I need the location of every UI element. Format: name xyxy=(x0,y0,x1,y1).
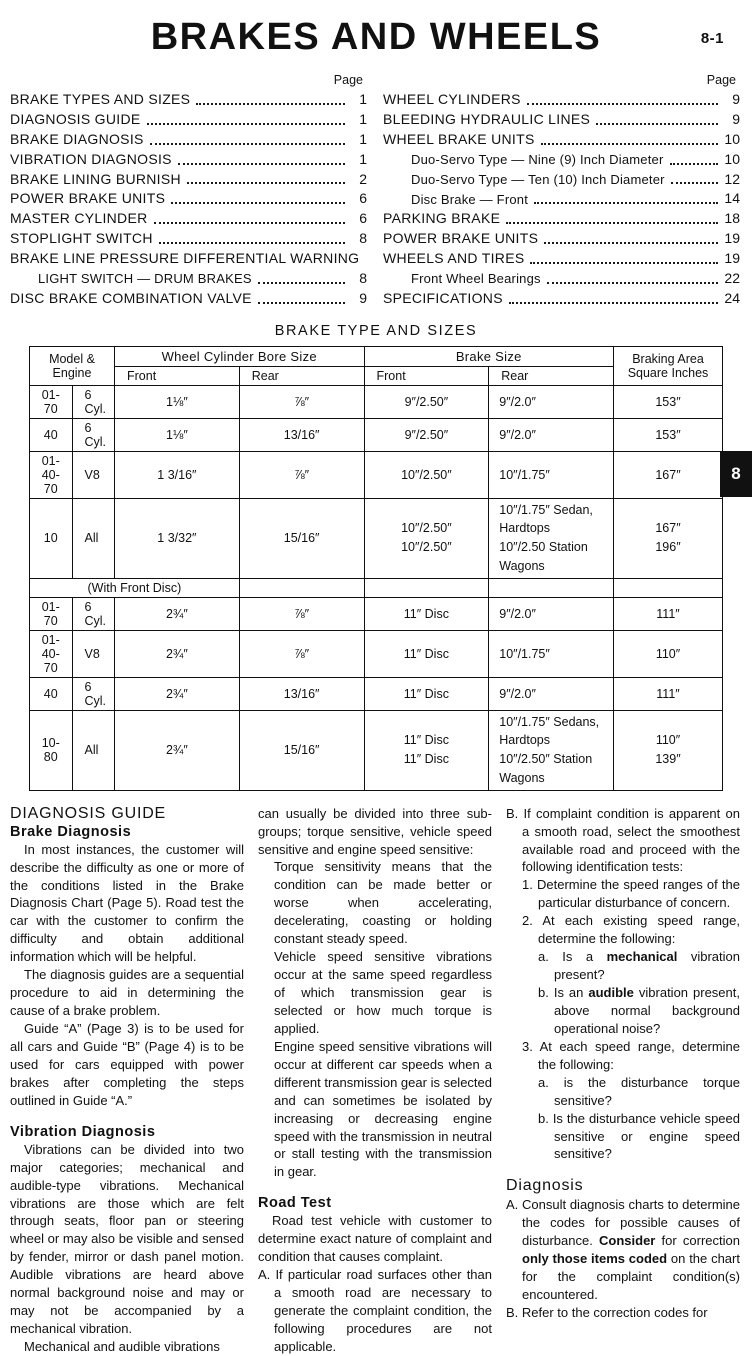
toc-entry[interactable] xyxy=(10,189,367,209)
cell-braking-area-line1: 167″ xyxy=(655,521,681,536)
diagnosis-a-emphasis-2: only those items coded xyxy=(522,1251,668,1267)
paragraph-diagnosis-a xyxy=(506,1196,740,1304)
cell-braking-area xyxy=(614,710,723,790)
cell-brake-rear-line1: 10″/1.75″ Sedans, Hardtops xyxy=(499,714,600,748)
col-header-bore-group: Wheel Cylinder Bore Size xyxy=(115,346,365,366)
toc-entry-label: BRAKE TYPES AND SIZES xyxy=(10,91,191,107)
cell-engine: V8 xyxy=(72,630,115,677)
cell-brake-rear: 10″/1.75″ xyxy=(489,630,614,677)
toc-leader-dots xyxy=(530,262,718,264)
item-2a-emphasis: mechanical xyxy=(606,949,678,965)
toc-leader-dots xyxy=(541,143,718,145)
paragraph-vehicle-speed-sensitive: Vehicle speed sensitive vibrations occur at the same speed regardless of which transmission gear is selected or how much torque is applied. xyxy=(274,949,492,1036)
toc-leader-dots xyxy=(258,282,345,284)
item-2a-post: vibration present? xyxy=(554,949,740,983)
toc-entry-page: 9 xyxy=(732,110,740,127)
toc-entry[interactable] xyxy=(10,130,367,150)
toc-entry-label: POWER BRAKE UNITS xyxy=(10,190,166,207)
toc-entry-label: Front Wheel Bearings xyxy=(411,271,541,287)
paragraph-torque-sensitivity: Torque sensitivity means that the condition can be made better or worse when accelerating, decelerating, coasting or holding constant steady speed. xyxy=(274,859,492,947)
toc-entry-label: SPECIFICATIONS xyxy=(383,289,503,306)
table-subsection-note-row xyxy=(30,578,723,597)
table-head xyxy=(30,346,723,385)
cell-brake-rear: 9″/2.0″ xyxy=(489,385,614,418)
cell-brake-front xyxy=(364,498,489,578)
toc-entry-label: DIAGNOSIS GUIDE xyxy=(10,110,141,127)
col-header-bore-rear: Rear xyxy=(239,366,364,385)
toc-entry[interactable] xyxy=(383,150,740,170)
toc-list-right xyxy=(383,90,740,309)
cell-model: 01-70 xyxy=(30,385,73,418)
toc-entry-label: DISC BRAKE COMBINATION VALVE xyxy=(10,289,252,306)
table-row xyxy=(30,451,723,498)
toc-leader-dots xyxy=(178,163,345,165)
toc-entry-label: BRAKE LINING BURNISH xyxy=(10,170,181,187)
cell-brake-rear xyxy=(489,710,614,790)
cell-bore-rear: ⅞″ xyxy=(239,385,364,418)
braking-area-line2: Square Inches xyxy=(627,365,709,380)
toc-entry[interactable] xyxy=(10,249,367,269)
cell-braking-area: 110″ xyxy=(614,630,723,677)
diagnosis-a-mid: for correction xyxy=(655,1233,740,1249)
body-column-2 xyxy=(258,805,492,1356)
cell-engine: 6 Cyl. xyxy=(72,385,115,418)
toc-leader-dots xyxy=(196,103,345,105)
col-header-brake-group: Brake Size xyxy=(364,346,614,366)
toc-entry[interactable] xyxy=(10,269,367,289)
cell-bore-front: 1 3/16″ xyxy=(115,451,240,498)
cell-bore-front: 1⅛″ xyxy=(115,418,240,451)
cell-model: 10 xyxy=(30,498,73,578)
cell-braking-area: 153″ xyxy=(614,385,723,418)
toc-entry-page: 9 xyxy=(359,289,367,306)
toc-entry[interactable] xyxy=(10,150,367,170)
cell-bore-rear: 15/16″ xyxy=(239,710,364,790)
table-row xyxy=(30,498,723,578)
manual-page xyxy=(0,16,752,1354)
toc-entry-label: Disc Brake — Front xyxy=(411,191,529,207)
toc-entry-page: 6 xyxy=(359,190,367,207)
toc-entry[interactable] xyxy=(383,209,740,229)
toc-entry[interactable] xyxy=(383,130,740,150)
table-of-contents xyxy=(0,73,752,309)
diagnosis-a-post: on the chart for the complaint condition(s) encountered. xyxy=(522,1251,740,1303)
table-spacer-cell xyxy=(614,578,723,597)
cell-engine: 6 Cyl. xyxy=(72,597,115,630)
paragraph-test-item-2b xyxy=(506,984,740,1038)
toc-leader-dots xyxy=(671,182,718,184)
toc-leader-dots xyxy=(596,123,718,125)
paragraph-test-item-3b: b. Is the disturbance vehicle speed sensitive or engine speed sensitive? xyxy=(538,1110,740,1162)
table-row xyxy=(30,677,723,710)
cell-model: 01-70 xyxy=(30,597,73,630)
toc-leader-dots xyxy=(258,302,345,304)
toc-leader-dots xyxy=(159,242,345,244)
col-header-brake-rear: Rear xyxy=(489,366,614,385)
table-row xyxy=(30,710,723,790)
toc-entry-page: 14 xyxy=(724,190,740,207)
heading-diagnosis-guide: DIAGNOSIS GUIDE xyxy=(10,804,167,822)
diagnosis-a-pre: A. Consult diagnosis charts to determine the codes for possible causes of disturbance. xyxy=(506,1197,740,1249)
toc-leader-dots xyxy=(547,282,718,284)
table-title: BRAKE TYPE AND SIZES xyxy=(274,322,478,339)
paragraph-vibration-2: Mechanical and audible vibrations xyxy=(24,1339,220,1354)
toc-entry-label: BRAKE LINE PRESSURE DIFFERENTIAL WARNING xyxy=(10,250,360,266)
toc-entry-page: 22 xyxy=(724,269,740,286)
toc-entry-label: LIGHT SWITCH — DRUM BRAKES xyxy=(38,271,252,287)
cell-brake-front-line2: 10″/2.50″ xyxy=(401,540,452,555)
cell-bore-rear: ⅞″ xyxy=(239,597,364,630)
toc-entry-label: PARKING BRAKE xyxy=(383,210,501,227)
cell-bore-rear: ⅞″ xyxy=(239,630,364,677)
toc-entry[interactable] xyxy=(383,249,740,269)
table-row xyxy=(30,385,723,418)
cell-braking-area: 167″ xyxy=(614,451,723,498)
cell-braking-area: 111″ xyxy=(614,597,723,630)
toc-entry[interactable] xyxy=(383,289,740,309)
toc-entry[interactable] xyxy=(383,170,740,190)
toc-leader-dots xyxy=(506,222,718,224)
cell-braking-area: 111″ xyxy=(614,677,723,710)
toc-entry[interactable] xyxy=(10,170,367,190)
with-front-disc-note: (With Front Disc) xyxy=(30,578,240,597)
paragraph-road-test-b: B. If complaint condition is apparent on a smooth road, select the smoothest available road and proceed with the following identification tests: xyxy=(506,805,740,875)
toc-entry-page: 8 xyxy=(359,269,367,286)
cell-engine: 6 Cyl. xyxy=(72,677,115,710)
toc-leader-dots xyxy=(534,202,718,204)
cell-bore-front: 1⅛″ xyxy=(115,385,240,418)
heading-diagnosis: Diagnosis xyxy=(506,1177,584,1195)
paragraph-brake-diagnosis-3: Guide “A” (Page 3) is to be used for all cars and Guide “B” (Page 4) is to be used for cars equipped with power brakes after completing the steps outlined in Guide “A.” xyxy=(10,1021,244,1108)
diagnosis-a-emphasis-1: Consider xyxy=(599,1233,656,1249)
toc-entry-label: POWER BRAKE UNITS xyxy=(383,230,539,247)
toc-entry-label: WHEELS AND TIRES xyxy=(383,250,525,266)
toc-entry-page: 8 xyxy=(359,230,367,247)
cell-model: 01-40-70 xyxy=(30,630,73,677)
table-header-row-1 xyxy=(30,346,723,366)
paragraph-diagnosis-b: B. Refer to the correction codes for xyxy=(506,1305,708,1320)
toc-entry-label: VIBRATION DIAGNOSIS xyxy=(10,150,172,167)
toc-leader-dots xyxy=(154,222,345,224)
toc-list-left xyxy=(10,90,367,309)
col-header-braking-area xyxy=(614,346,723,385)
toc-entry[interactable] xyxy=(10,229,367,249)
braking-area-line1: Braking Area xyxy=(632,351,704,366)
cell-bore-front: 2¾″ xyxy=(115,677,240,710)
toc-entry-label: BRAKE DIAGNOSIS xyxy=(10,130,144,147)
cell-brake-rear: 9″/2.0″ xyxy=(489,677,614,710)
cell-brake-front: 9″/2.50″ xyxy=(364,385,489,418)
cell-braking-area: 153″ xyxy=(614,418,723,451)
paragraph-road-test: Road test vehicle with customer to determine exact nature of complaint and condition that causes complaint. xyxy=(258,1213,492,1265)
paragraph-test-item-3: 3. At each speed range, determine the following: xyxy=(522,1038,740,1072)
item-2a-pre: a. Is a xyxy=(538,949,607,965)
cell-brake-rear: 9″/2.0″ xyxy=(489,597,614,630)
toc-entry-label: WHEEL CYLINDERS xyxy=(383,91,521,107)
paragraph-test-item-2: 2. At each existing speed range, determine the following: xyxy=(522,913,740,947)
toc-leader-dots xyxy=(187,182,345,184)
heading-brake-diagnosis: Brake Diagnosis xyxy=(10,823,132,840)
toc-entry-page: 19 xyxy=(724,250,740,266)
toc-entry[interactable] xyxy=(383,110,740,130)
cell-bore-front: 2¾″ xyxy=(115,597,240,630)
table-spacer-cell xyxy=(489,578,614,597)
brake-type-and-sizes-table xyxy=(29,346,723,791)
toc-entry[interactable] xyxy=(10,90,367,110)
table-spacer-cell xyxy=(239,578,364,597)
cell-brake-front-line1: 11″ Disc xyxy=(403,733,449,748)
toc-entry-label: MASTER CYLINDER xyxy=(10,210,148,227)
toc-entry-page: 2 xyxy=(359,170,367,187)
toc-entry-page: 6 xyxy=(359,210,367,227)
paragraph-road-test-a: A. If particular road surfaces other than a smooth road are necessary to generate the complaint condition, the following procedures are not applicable. xyxy=(258,1267,492,1354)
cell-bore-front: 1 3/32″ xyxy=(115,498,240,578)
toc-entry-label: WHEEL BRAKE UNITS xyxy=(383,130,535,147)
cell-bore-rear: 13/16″ xyxy=(239,677,364,710)
cell-brake-rear xyxy=(489,498,614,578)
cell-engine: All xyxy=(72,710,115,790)
toc-entry[interactable] xyxy=(383,269,740,289)
paragraph-brake-diagnosis-1: In most instances, the customer will describe the difficulty as one or more of the conditions listed in the Brake Diagnosis Chart (Page 5). Road test the car with the customer to confirm the difficulty and obtain additional information which will be helpful. xyxy=(10,841,244,965)
toc-leader-dots xyxy=(150,143,345,145)
cell-model: 01-40-70 xyxy=(30,451,73,498)
cell-engine: All xyxy=(72,498,115,578)
page-title: BRAKES AND WHEELS xyxy=(150,16,602,58)
cell-braking-area-line1: 110″ xyxy=(655,733,681,748)
paragraph-brake-diagnosis-2: The diagnosis guides are a sequential procedure to aid in determining the cause of a brake problem. xyxy=(10,967,244,1019)
toc-entry-page: 1 xyxy=(359,150,367,167)
toc-entry[interactable] xyxy=(383,90,740,110)
toc-entry-label: STOPLIGHT SWITCH xyxy=(10,230,153,247)
item-2b-emphasis: audible xyxy=(588,985,634,1000)
paragraph-engine-speed-sensitive: Engine speed sensitive vibrations will occur at different car speeds when a different transmission gear is selected and can sometimes be isolated by increasing or decreasing engine speed with the transmission in neutral or stall testing with the transmission in gear. xyxy=(274,1038,492,1180)
cell-brake-front: 9″/2.50″ xyxy=(364,418,489,451)
heading-vibration-diagnosis: Vibration Diagnosis xyxy=(10,1123,156,1140)
toc-entry-page: 24 xyxy=(724,289,740,306)
col-header-brake-front: Front xyxy=(364,366,489,385)
cell-brake-rear-line1: 10″/1.75″ Sedan, Hardtops xyxy=(499,502,593,536)
cell-bore-rear: ⅞″ xyxy=(239,451,364,498)
toc-entry[interactable] xyxy=(10,209,367,229)
cell-model: 10-80 xyxy=(30,710,73,790)
cell-engine: V8 xyxy=(72,451,115,498)
cell-brake-rear: 9″/2.0″ xyxy=(489,418,614,451)
toc-entry[interactable] xyxy=(383,229,740,249)
table-row xyxy=(30,597,723,630)
cell-brake-rear: 10″/1.75″ xyxy=(489,451,614,498)
toc-entry[interactable] xyxy=(10,110,367,130)
cell-brake-rear-line2: 10″/2.50″ Station Wagons xyxy=(499,752,593,785)
body-column-1 xyxy=(10,805,244,1356)
toc-leader-dots xyxy=(509,302,718,304)
item-2b-pre: b. Is an xyxy=(538,985,589,1000)
toc-entry-label: Duo-Servo Type — Ten (10) Inch Diameter xyxy=(411,171,665,187)
cell-bore-front: 2¾″ xyxy=(115,710,240,790)
cell-brake-front: 10″/2.50″ xyxy=(364,451,489,498)
cell-braking-area xyxy=(614,498,723,578)
page-number: 8-1 xyxy=(700,30,724,47)
toc-entry[interactable] xyxy=(383,189,740,209)
toc-leader-dots xyxy=(171,202,345,204)
cell-bore-rear: 15/16″ xyxy=(239,498,364,578)
cell-engine: 6 Cyl. xyxy=(72,418,115,451)
paragraph-test-item-1: 1. Determine the speed ranges of the particular disturbance of concern. xyxy=(522,877,740,911)
toc-entry-page: 10 xyxy=(724,130,740,147)
paragraph-test-item-2a xyxy=(506,948,740,984)
toc-entry-page: 1 xyxy=(359,110,367,127)
toc-page-header-left: Page xyxy=(333,73,363,87)
toc-page-header-right: Page xyxy=(706,73,736,87)
section-tab-marker: 8 xyxy=(720,451,752,497)
cell-brake-front-line1: 10″/2.50″ xyxy=(401,521,452,536)
toc-entry-page: 9 xyxy=(732,91,740,107)
toc-entry-page: 10 xyxy=(724,150,740,167)
toc-leader-dots xyxy=(527,103,718,105)
toc-entry-page: 19 xyxy=(724,230,740,247)
table-row xyxy=(30,418,723,451)
cell-brake-front: 11″ Disc xyxy=(364,630,489,677)
cell-model: 40 xyxy=(30,418,73,451)
toc-entry-page: 18 xyxy=(724,210,740,227)
heading-road-test: Road Test xyxy=(258,1195,332,1212)
toc-leader-dots xyxy=(544,242,718,244)
table-row xyxy=(30,630,723,677)
toc-entry-page: 1 xyxy=(359,91,367,107)
cell-brake-front: 11″ Disc xyxy=(364,597,489,630)
cell-brake-rear-line2: 10″/2.50 Station Wagons xyxy=(499,540,588,573)
toc-entry[interactable] xyxy=(10,289,367,309)
cell-brake-front: 11″ Disc xyxy=(364,677,489,710)
cell-bore-front: 2¾″ xyxy=(115,630,240,677)
body-column-3 xyxy=(506,805,740,1356)
cell-braking-area-line2: 196″ xyxy=(655,540,681,555)
toc-leader-dots xyxy=(147,123,345,125)
toc-column-left xyxy=(10,73,367,309)
col-header-model-engine: Model & Engine xyxy=(30,346,115,385)
table-spacer-cell xyxy=(364,578,489,597)
toc-column-right xyxy=(383,73,740,309)
toc-entry-label: BLEEDING HYDRAULIC LINES xyxy=(383,110,591,127)
toc-entry-page: 1 xyxy=(359,130,367,147)
paragraph-subgroups: can usually be divided into three sub-groups; torque sensitive, vehicle speed sensitive and engine speed sensitive: xyxy=(258,805,492,857)
col-header-bore-front: Front xyxy=(115,366,240,385)
toc-entry-page: 12 xyxy=(724,170,740,187)
cell-braking-area-line2: 139″ xyxy=(655,752,681,767)
cell-brake-front xyxy=(364,710,489,790)
body-columns xyxy=(0,791,752,1356)
cell-bore-rear: 13/16″ xyxy=(239,418,364,451)
table-body xyxy=(30,385,723,790)
cell-model: 40 xyxy=(30,677,73,710)
cell-brake-front-line2: 11″ Disc xyxy=(403,752,449,767)
paragraph-vibration-1: Vibrations can be divided into two major categories; mechanical and audible-type vibrations. Mechanical vibrations are those which are felt through seats, floor pan or steering wheel or may also be visible and sensed by fender, mirror or dash panel motion. Audible vibrations are heard above normal background noise and may or may not be accompanied by a mechanical vibration. xyxy=(10,1141,244,1337)
toc-entry-label: Duo-Servo Type — Nine (9) Inch Diameter xyxy=(411,152,664,168)
item-2b-post: vibration present, above normal background operational noise? xyxy=(554,985,740,1036)
toc-leader-dots xyxy=(670,163,719,165)
paragraph-test-item-3a: a. is the disturbance torque sensitive? xyxy=(538,1074,740,1108)
